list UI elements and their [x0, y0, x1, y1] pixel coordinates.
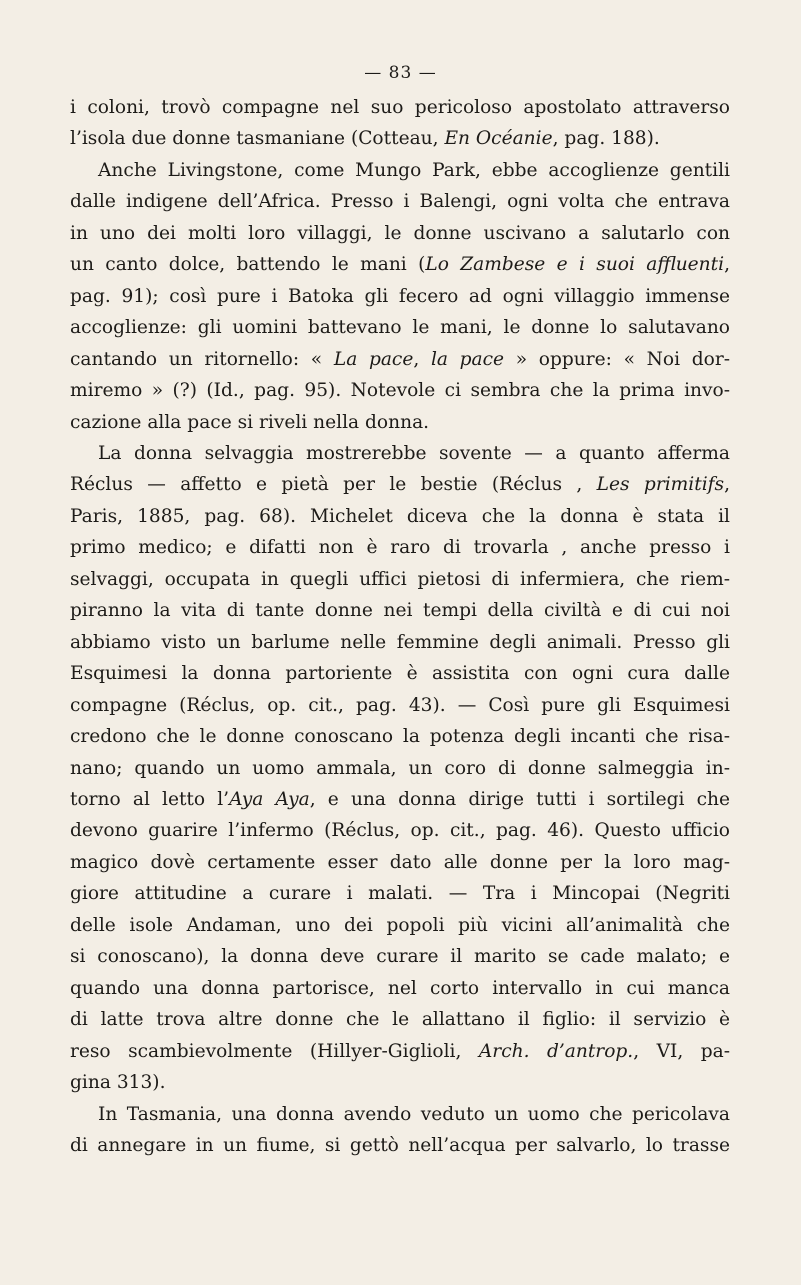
text-line: [70, 1036, 730, 1067]
text-segment: quando una donna partorisce, nel corto intervallo in cui manca: [70, 977, 730, 999]
text-line: [70, 92, 730, 123]
text-segment: delle isole Andaman, uno dei popoli più vicini all’animalità che: [70, 914, 730, 936]
text-segment: » oppure: « Noi dor-: [504, 348, 731, 370]
text-segment: cantando un ritornello: «: [70, 348, 334, 370]
text-line: [70, 438, 730, 469]
text-line: [70, 753, 730, 784]
text-line: [70, 123, 730, 154]
text-line: [70, 155, 730, 186]
text-segment: La donna selvaggia mostrerebbe sovente — a quanto afferma: [98, 442, 730, 464]
text-line: [70, 658, 730, 689]
text-line: [70, 910, 730, 941]
italic-text: La pace: [333, 348, 414, 370]
text-line: [70, 595, 730, 626]
text-segment: primo medico; e difatti non è raro di trovarla , anche presso i: [70, 537, 730, 559]
italic-text: En Océanie: [444, 128, 553, 150]
text-segment: in uno dei molti loro villaggi, le donne uscivano a salutarlo con: [70, 222, 730, 244]
text-segment: giore attitudine a curare i malati. — Tra i Mincopai (Negriti: [70, 883, 730, 905]
text-line: [70, 1099, 730, 1130]
text-line: [70, 469, 730, 500]
italic-text: Arch. d’antrop.: [478, 1040, 634, 1062]
text-segment: torno al letto l’: [70, 788, 230, 810]
text-segment: pag. 91); così pure i Batoka gli fecero ad ogni villaggio immense: [70, 285, 730, 307]
text-line: [70, 407, 730, 438]
italic-text: Les primitifs: [596, 474, 725, 496]
text-line: [70, 1067, 730, 1098]
text-segment: di annegare in un fiume, si gettò nell’acqua per salvarlo, lo trasse: [70, 1134, 730, 1156]
text-segment: miremo » (?) (Id., pag. 95). Notevole ci sembra che la prima invo-: [70, 380, 730, 402]
text-segment: compagne (Réclus, op. cit., pag. 43). — Così pure gli Esquimesi: [70, 694, 730, 716]
text-segment: Réclus — affetto e pietà per le bestie (Réclus ,: [70, 474, 597, 496]
text-segment: reso scambievolmente (Hillyer-Giglioli,: [70, 1040, 479, 1062]
text-segment: un canto dolce, battendo le mani (: [70, 254, 426, 276]
text-segment: piranno la vita di tante donne nei tempi della civiltà e di cui noi: [70, 600, 730, 622]
text-line: [70, 312, 730, 343]
text-line: [70, 721, 730, 752]
text-segment: , e una donna dirige tutti i sortilegi che: [309, 788, 730, 810]
text-segment: ,: [724, 254, 730, 276]
text-line: [70, 1130, 730, 1161]
text-segment: ,: [724, 474, 730, 496]
text-segment: credono che le donne conoscano la potenza degli incanti che risa-: [70, 726, 730, 748]
text-line: [70, 532, 730, 563]
text-line: [70, 1004, 730, 1035]
text-segment: Esquimesi la donna partoriente è assistita con ogni cura dalle: [70, 663, 730, 685]
text-line: [70, 627, 730, 658]
text-line: [70, 218, 730, 249]
text-segment: si conoscano), la donna deve curare il marito se cade malato; e: [70, 946, 730, 968]
text-segment: i coloni, trovò compagne nel suo pericoloso apostolato attraverso: [70, 97, 730, 118]
italic-text: Lo Zambese e i suoi affluenti: [425, 254, 725, 276]
text-segment: l’isola due donne tasmaniane (Cotteau,: [70, 128, 445, 150]
text-line: [70, 501, 730, 532]
text-line: [70, 564, 730, 595]
text-segment: dalle indigene dell’Africa. Presso i Balengi, ogni volta che entrava: [70, 191, 730, 213]
text-segment: devono guarire l’infermo (Réclus, op. cit., pag. 46). Questo ufficio: [70, 820, 730, 842]
text-line: [70, 281, 730, 312]
text-line: [70, 941, 730, 972]
text-line: [70, 344, 730, 375]
text-segment: Anche Livingstone, come Mungo Park, ebbe accoglienze gentili: [98, 159, 730, 181]
text-segment: accoglienze: gli uomini battevano le mani, le donne lo salutavano: [70, 317, 730, 339]
text-line: [70, 973, 730, 1004]
text-segment: Paris, 1885, pag. 68). Michelet diceva che la donna è stata il: [70, 505, 730, 527]
text-segment: selvaggi, occupata in quegli uffici pietosi di infermiera, che riem-: [70, 568, 730, 590]
italic-text: Aya Aya: [229, 788, 310, 810]
text-line: [70, 375, 730, 406]
text-line: [70, 690, 730, 721]
text-segment: abbiamo visto un barlume nelle femmine degli animali. Presso gli: [70, 631, 730, 653]
text-segment: magico dovè certamente esser dato alle donne per la loro mag-: [70, 851, 730, 873]
text-line: [70, 784, 730, 815]
text-line: [70, 847, 730, 878]
text-line: [70, 249, 730, 280]
text-segment: ,: [413, 348, 431, 370]
text-line: [70, 186, 730, 217]
text-segment: , pag. 188).: [552, 128, 660, 150]
text-segment: nano; quando un uomo ammala, un coro di donne salmeggia in-: [70, 757, 730, 779]
text-line: [70, 878, 730, 909]
text-segment: gina 313).: [70, 1072, 166, 1094]
text-segment: cazione alla pace si riveli nella donna.: [70, 411, 430, 433]
body-text: [70, 92, 730, 1161]
text-segment: , VI, pa-: [633, 1040, 730, 1062]
text-line: [70, 815, 730, 846]
page-number: — 83 —: [364, 63, 437, 83]
text-segment: In Tasmania, una donna avendo veduto un uomo che pericolava: [98, 1103, 730, 1125]
italic-text: la pace: [430, 348, 505, 370]
text-segment: di latte trova altre donne che le allattano il figlio: il servizio è: [70, 1009, 730, 1031]
